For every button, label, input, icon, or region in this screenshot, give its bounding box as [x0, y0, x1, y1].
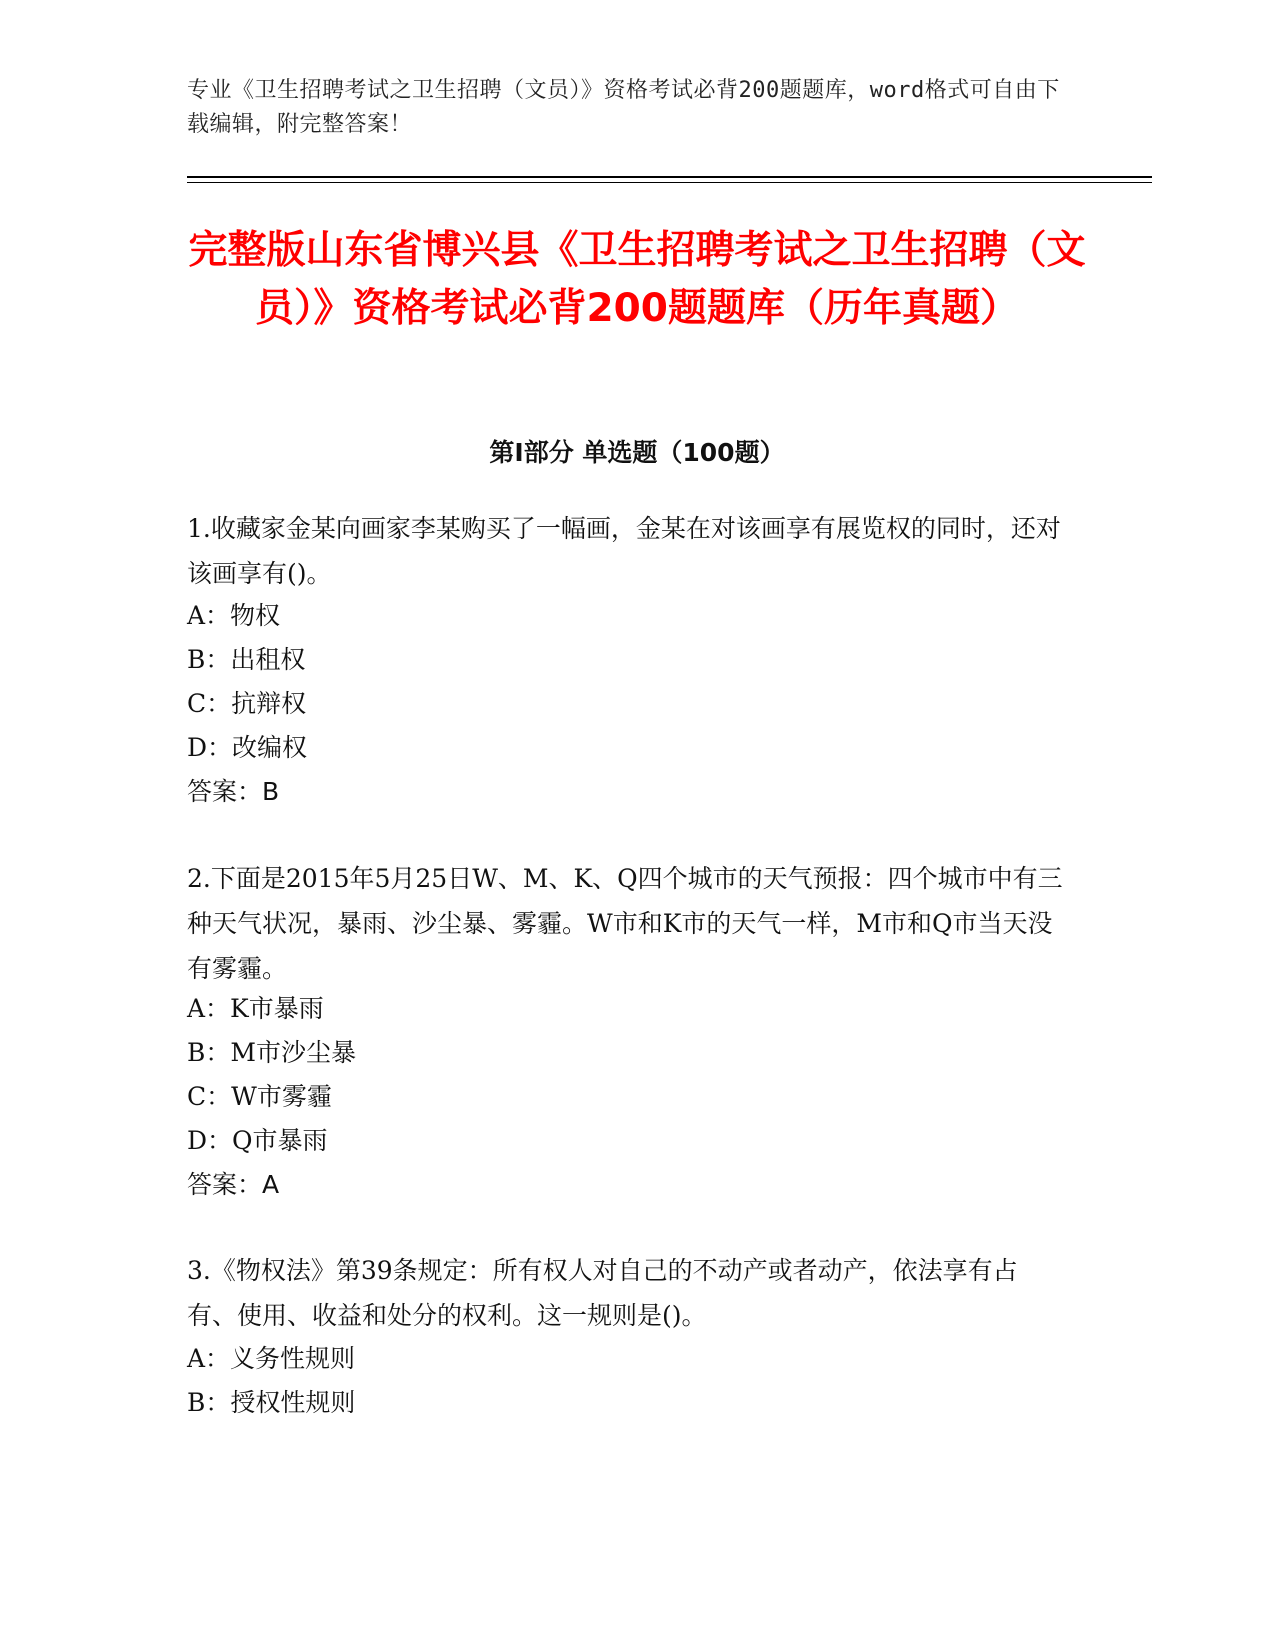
question-3-stem: 3.《物权法》第39条规定：所有权人对自己的不动产或者动产，依法享有占有、使用、收益和处分的权利。这一规则是()。 [187, 1256, 1018, 1330]
header-note: 专业《卫生招聘考试之卫生招聘（文员）》资格考试必背200题题库，word格式可自由下载编辑，附完整答案！ [187, 78, 1060, 137]
question-2-answer: 答案：A [187, 1170, 280, 1199]
question-1-option-a: A：物权 [187, 601, 281, 630]
question-1-option-b: B：出租权 [187, 645, 306, 674]
question-1-option-c: C：抗辩权 [187, 689, 307, 718]
question-2-option-d: D：Q市暴雨 [187, 1126, 328, 1155]
header-divider-thick [187, 176, 1152, 178]
question-2-stem: 2.下面是2015年5月25日W、M、K、Q四个城市的天气预报：四个城市中有三种天气状况，暴雨、沙尘暴、雾霾。W市和K市的天气一样，M市和Q市当天没有雾霾。 [187, 864, 1063, 983]
question-1-stem: 1.收藏家金某向画家李某购买了一幅画，金某在对该画享有展览权的同时，还对该画享有()。 [187, 514, 1061, 588]
question-2-option-c: C：W市雾霾 [187, 1082, 332, 1111]
question-2-option-b: B：M市沙尘暴 [187, 1038, 356, 1067]
document-title: 完整版山东省博兴县《卫生招聘考试之卫生招聘（文员）》资格考试必背200题题库（历年真题） [188, 228, 1086, 331]
question-3-option-a: A：义务性规则 [187, 1344, 356, 1373]
section-title: 第Ⅰ部分 单选题（100题） [489, 438, 785, 467]
question-1-answer: 答案：B [187, 777, 280, 806]
header-divider-thin [187, 182, 1152, 183]
question-2-option-a: A：K市暴雨 [187, 994, 324, 1023]
question-3-option-b: B：授权性规则 [187, 1388, 356, 1417]
question-1-option-d: D：改编权 [187, 733, 308, 762]
